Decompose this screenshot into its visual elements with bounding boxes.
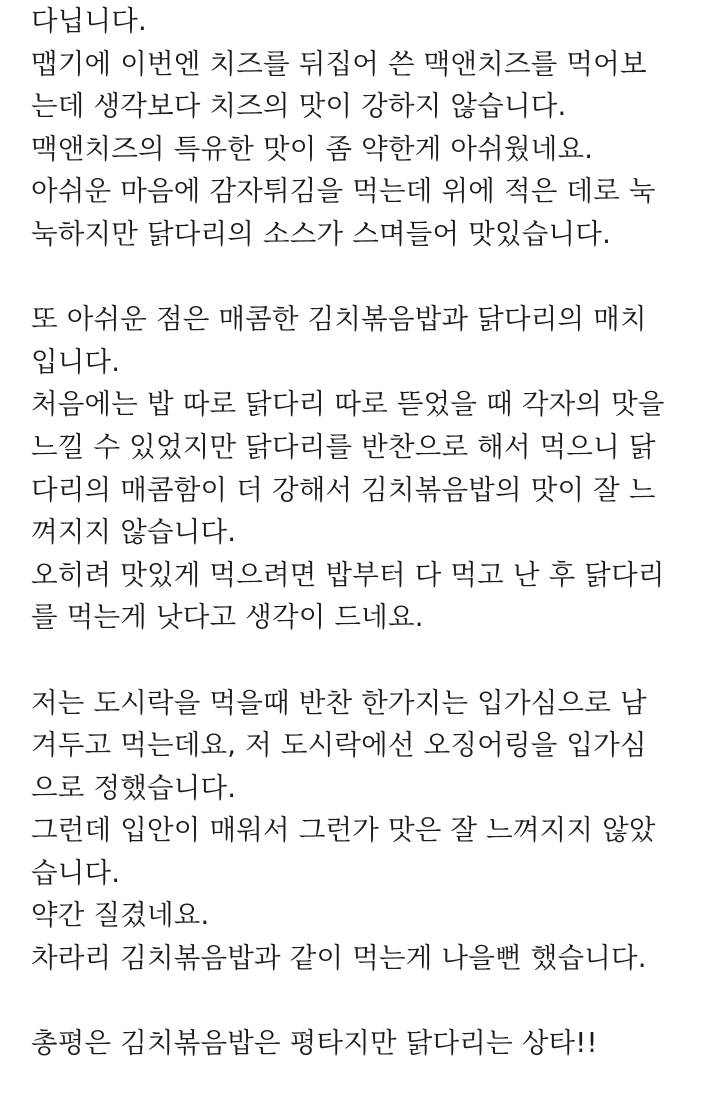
text-line: 느낄 수 있었지만 닭다리를 반찬으로 해서 먹으니 닭	[31, 430, 656, 463]
text-line: 오히려 맛있게 먹으려면 밥부터 다 먹고 난 후 닭다리	[31, 558, 665, 591]
text-line: 는데 생각보다 치즈의 맛이 강하지 않습니다.	[31, 90, 567, 123]
text-line: 다리의 매콤함이 더 강해서 김치볶음밥의 맛이 잘 느	[31, 473, 656, 506]
paragraph-kimchi-rice	[31, 298, 701, 639]
text-line: 껴지지 않습니다.	[31, 516, 237, 549]
text-line: 겨두고 먹는데요, 저 도시락에선 오징어링을 입가심	[31, 729, 647, 762]
text-line: 눅하지만 닭다리의 소스가 스며들어 맛있습니다.	[31, 217, 612, 250]
text-line: 를 먹는게 낫다고 생각이 드네요.	[31, 601, 424, 634]
paragraph-summary	[31, 1022, 701, 1065]
text-line: 저는 도시락을 먹을때 반찬 한가지는 입가심으로 남	[31, 686, 647, 719]
text-line: 차라리 김치볶음밥과 같이 먹는게 나을뻔 했습니다.	[31, 942, 647, 975]
paragraph-gap	[31, 980, 701, 1023]
text-line: 맵기에 이번엔 치즈를 뒤집어 쓴 맥앤치즈를 먹어보	[31, 47, 647, 80]
text-line: 아쉬운 마음에 감자튀김을 먹는데 위에 적은 데로 눅	[31, 175, 656, 208]
text-line: 약간 질겼네요.	[31, 899, 210, 932]
text-line: 그런데 입안이 매워서 그런가 맛은 잘 느껴지지 않았	[31, 814, 656, 847]
article-body	[31, 0, 701, 1065]
text-line: 입니다.	[31, 345, 121, 378]
text-line: 다닙니다.	[31, 5, 148, 37]
paragraph-gap	[31, 639, 701, 682]
text-line: 맥앤치즈의 특유한 맛이 좀 약한게 아쉬웠네요.	[31, 132, 594, 165]
text-line: 또 아쉬운 점은 매콤한 김치볶음밥과 닭다리의 매치	[31, 303, 647, 336]
paragraph-squid-ring	[31, 682, 701, 980]
text-line: 총평은 김치볶음밥은 평타지만 닭다리는 상타!!	[31, 1027, 598, 1060]
text-line: 습니다.	[31, 856, 121, 889]
text-line: 처음에는 밥 따로 닭다리 따로 뜯었을 때 각자의 맛을	[31, 388, 665, 421]
paragraph-gap	[31, 256, 701, 299]
paragraph-macncheese	[31, 0, 701, 256]
text-line: 으로 정했습니다.	[31, 771, 237, 804]
